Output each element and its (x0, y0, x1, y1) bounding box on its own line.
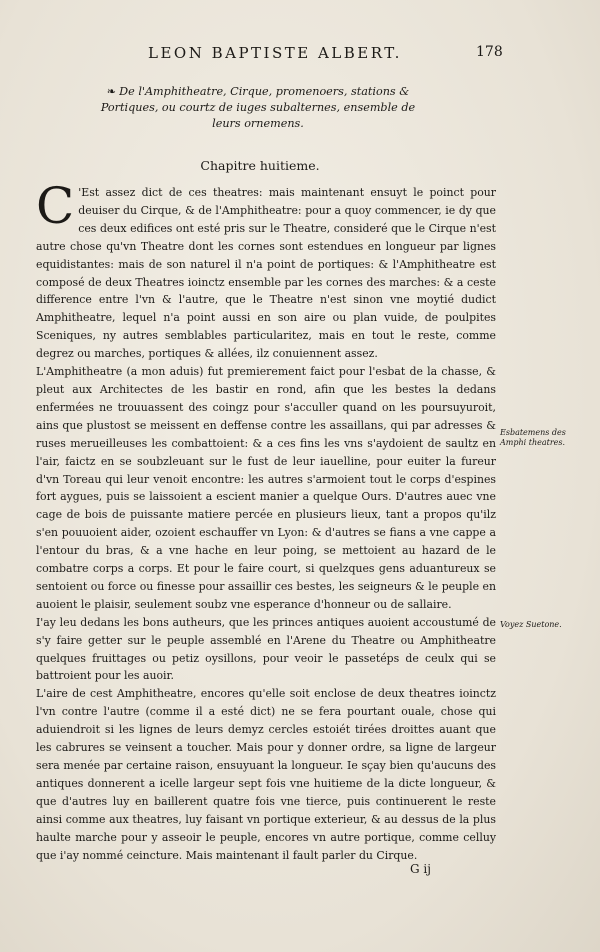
paragraph-2 (36, 363, 496, 614)
paragraph-1 (36, 177, 496, 363)
paragraph-text: L'Amphitheatre (a mon aduis) fut premierement faict pour l'esbat de la chasse, & pleut aux Architectes de les bastir en rond, afin que les bestes la dedans enfermées ne trouuassent des coingz pour s'acculler quand on les poursuyuroit, ains que plustost se meissent en deffense contre les assaillans, qui par adresses & ruses merueilleuses les combattoient: & a ces fins les vns s'aydoient de saultz en l'air, faictz en se soubzleuant sur le fust de leur iauelline, pour euiter la fureur d'vn Toreau qui leur venoit encontre: les autres s'armoient tout le corps d'espines fort aygues, puis se laissoient a escient manier a quelque Ours. D'autres auec vne cage de bois de puissante matiere percée en plusieurs lieux, tant a propos qu'ilz s'en pouuoient aider, ozoient eschauffer vn Lyon: & d'autres se fians a vne cappe a l'entour du bras, & a vne hache en leur poing, se mettoient au hazard de le combatre corps a corps. Et pour le faire court, si quelzques gens aduantureux se sentoient ou force ou finesse pour assaillir ces bestes, les seigneurs & le peuple en auoient le plaisir, seulement soubz vne esperance d'honneur ou de sallaire. (36, 365, 496, 611)
paragraph-3 (36, 614, 496, 686)
paragraph-text: 'Est assez dict de ces theatres: mais maintenant ensuyt le poinct pour deuiser du Cirque, & de l'Amphitheatre: pour a quoy commencer, ie dy que ces deux edifices ont esté pris sur le Theatre, consideré que le Cirque n'est autre chose qu'vn Theatre dont les cornes sont estendues en longueur par lignes equidistantes: mais de son naturel il n'a point de portiques: & l'Amphitheatre est composé de deux Theatres ioinctz ensemble par les cornes des marches: & a ceste difference entre l'vn & l'autre, que le Theatre n'est sinon vne moytié dudict Amphitheatre, lequel n'a point aussi en son aire ou plan vuide, de poulpites Sceniques, ny autres semblables particularitez, mais en tout le reste, comme degrez ou marches, portiques & allées, ilz conuiennent assez. (36, 186, 496, 361)
margin-note-esbatemens: Esbatemens des Amphi theatres. (500, 428, 566, 447)
margin-note-suetone: Voyez Suetone. (500, 620, 562, 629)
chapter-heading: Chapitre huitieme. (200, 158, 320, 173)
paragraph-4 (36, 685, 496, 864)
body-text (36, 177, 496, 864)
drop-cap: C (36, 177, 75, 235)
signature-mark: G ij (410, 862, 431, 876)
paragraph-text: I'ay leu dedans les bons autheurs, que les princes antiques auoient accoustumé de s'y faire getter sur le peuple assemblé en l'Arene du Theatre ou Amphitheatre quelques fruittages ou petiz oysillons, pour veoir le passetéps de ceulx qui se battroient pour les auoir. (36, 615, 496, 683)
fleuron-icon: ❧ (106, 85, 117, 98)
page-number: 178 (476, 44, 503, 60)
running-head: LEON BAPTISTE ALBERT. (148, 44, 402, 62)
section-title (88, 84, 428, 132)
section-title-text: De l'Amphitheatre, Cirque, promenoers, stations & Portiques, ou courtz de iuges subalternes, ensemble de leurs ornemens. (100, 85, 416, 130)
paragraph-text: L'aire de cest Amphitheatre, encores qu'elle soit enclose de deux theatres ioinctz l'vn contre l'autre (comme il a esté dict) ne se fera pourtant ouale, chose qui aduiendroit si les lignes de leurs demyz cercles estoiét tirées droittes auant que les cabrures se veinsent a toucher. Mais pour y donner ordre, sa ligne de largeur sera menée par certaine raison, ensuyuant la longueur. Ie sçay bien qu'aucuns des antiques donnerent a icelle largeur sept fois vne huitieme de la dicte longueur, & que d'autres luy en baillerent quatre fois vne tierce, puis continuerent le reste ainsi comme aux theatres, luy faisant vn portique exterieur, & au dessus de la plus haulte marche pour y asseoir le peuple, encores vn autre portique, comme celluy que i'ay nommé ceincture. Mais maintenant il fault parler du Cirque. (36, 687, 496, 862)
